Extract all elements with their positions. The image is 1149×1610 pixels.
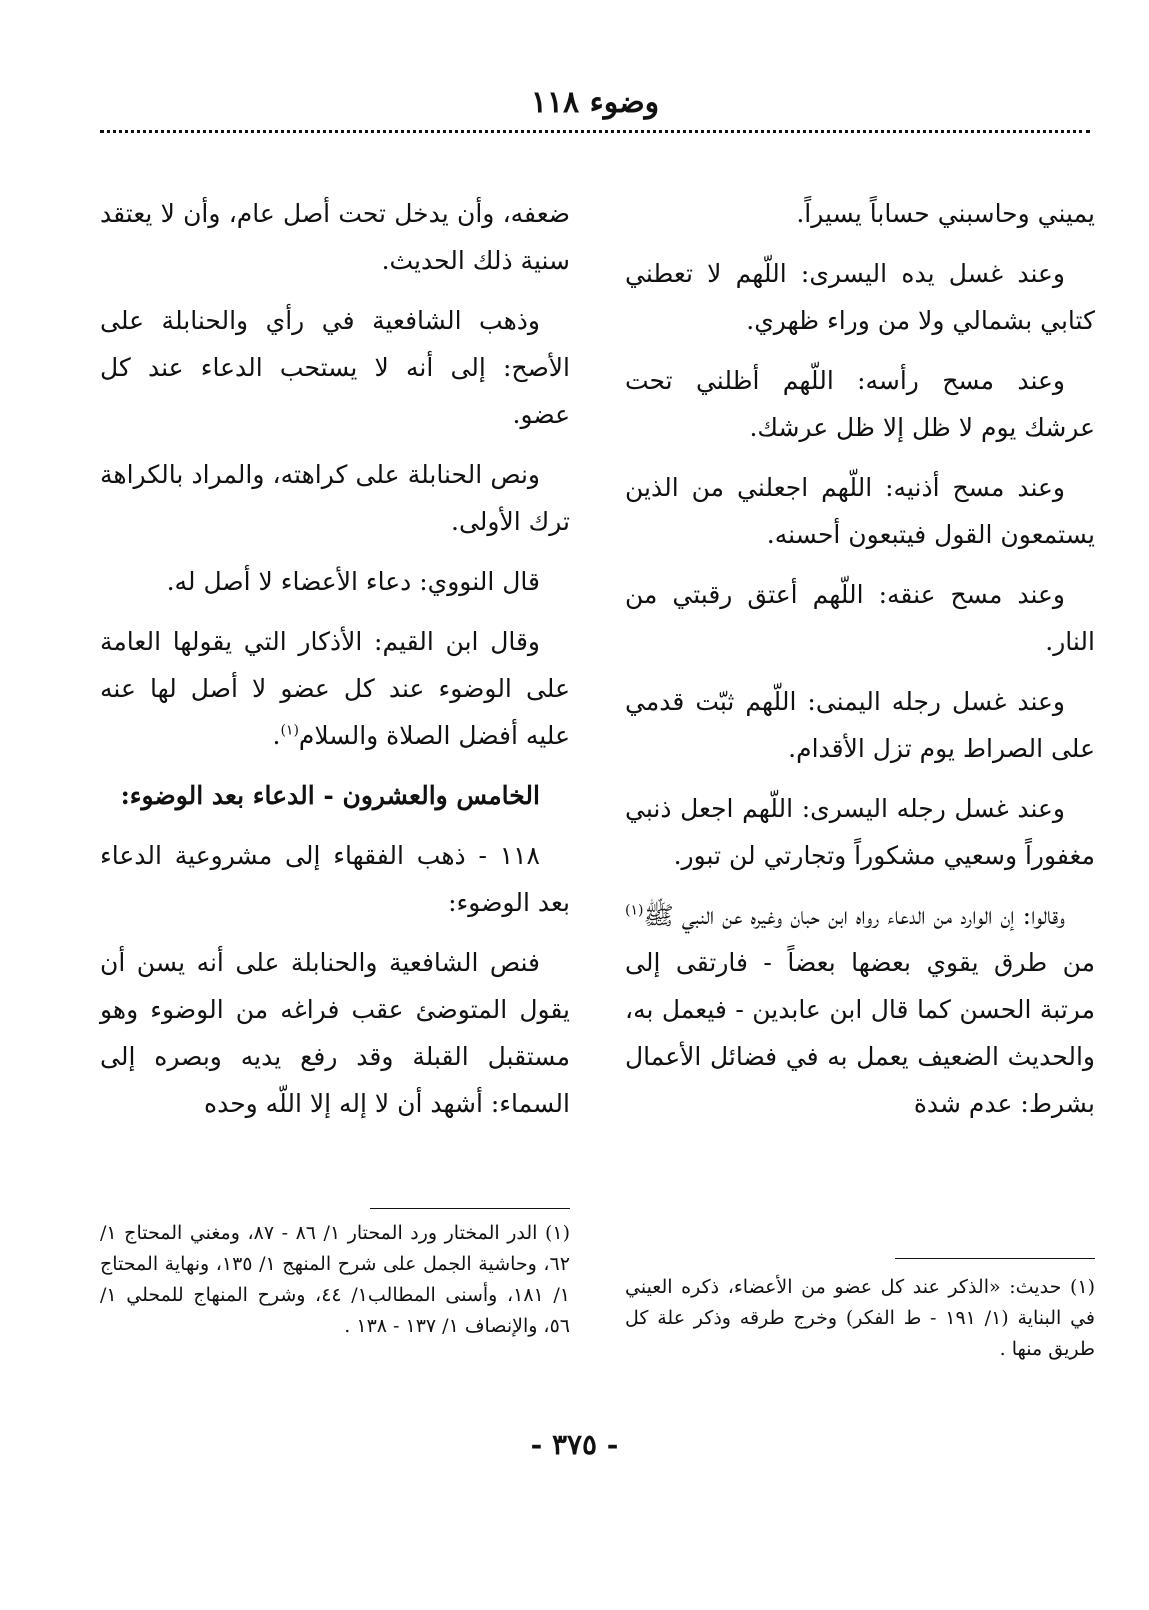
footnote-left: [100, 1218, 570, 1342]
footnote-separator: [370, 1208, 570, 1209]
paragraph-text: من طرق يقوي بعضها بعضاً - فارتقى إلى مرتبة الحسن كما قال ابن عابدين - فيعمل به، والحديث الضعيف يعمل به في فضائل الأعمال بشرط: عدم شدة: [625, 948, 1095, 1118]
paragraph: وذهب الشافعية في رأي والحنابلة على الأصح: إلى أنه لا يستحب الدعاء عند كل عضو.: [100, 306, 570, 429]
paragraph: وعند غسل يده اليسرى: اللّهم لا تعطني كتابي بشمالي ولا من وراء ظهري.: [625, 259, 1095, 335]
footnote-right: [625, 1272, 1095, 1365]
left-column: [100, 190, 570, 1140]
paragraph: وعند مسح أذنيه: اللّهم اجعلني من الذين يستمعون القول فيتبعون أحسنه.: [625, 473, 1095, 549]
page-number: - ٣٧٥ -: [530, 1428, 619, 1461]
paragraph-with-footnote: [625, 892, 1095, 1127]
paragraph-text: وقال ابن القيم: الأذكار التي يقولها العامة على الوضوء عند كل عضو لا أصل لها عنه عليه أفضل الصلاة والسلام: [100, 627, 570, 750]
paragraph-text: .: [272, 721, 281, 750]
footnote-separator: [895, 1258, 1095, 1259]
paragraph-with-footnote: [100, 618, 570, 759]
footnote-marker[interactable]: (١): [625, 902, 644, 919]
paragraph: يميني وحاسبني حساباً يسيراً.: [796, 199, 1095, 228]
footnote-text: (١) حديث: «الذكر عند كل عضو من الأعضاء، ذكره العيني في البناية (١/ ١٩١ - ط الفكر) وخرج طرقه وذكر علة كل طريق منها .: [625, 1276, 1095, 1360]
footnote-text: (١) الدر المختار ورد المحتار ١/ ٨٦ - ٨٧، ومغني المحتاج ١/ ٦٢، وحاشية الجمل على شرح المنهج ١/ ١٣٥، ونهاية المحتاج ١/ ١٨١، وأسنى المطالب١/ ٤٤، وشرح المنهاج للمحلي ١/ ٥٦، والإنصاف ١/ ١٣٧ - ١٣٨ .: [100, 1222, 571, 1337]
paragraph: قال النووي: دعاء الأعضاء لا أصل له.: [166, 567, 540, 596]
header-dotted-rule: [100, 130, 1090, 133]
paragraph: ونص الحنابلة على كراهته، والمراد بالكراهة ترك الأولى.: [100, 460, 570, 536]
paragraph: ضعفه، وأن يدخل تحت أصل عام، وأن لا يعتقد سنية ذلك الحديث.: [100, 199, 570, 275]
paragraph: وعند غسل رجله اليمنى: اللّهم ثبّت قدمي على الصراط يوم تزل الأقدام.: [625, 687, 1095, 763]
paragraph: وعند مسح رأسه: اللّهم أظلني تحت عرشك يوم لا ظل إلا ظل عرشك.: [625, 366, 1095, 442]
paragraph: وعند غسل رجله اليسرى: اللّهم اجعل ذنبي مغفوراً وسعيي مشكوراً وتجارتي لن تبور.: [625, 794, 1095, 870]
paragraph: ١١٨ - ذهب الفقهاء إلى مشروعية الدعاء بعد الوضوء:: [100, 841, 570, 917]
section-heading: الخامس والعشرون - الدعاء بعد الوضوء:: [120, 781, 540, 810]
paragraph-text: وقالوا: إن الوارد من الدعاء رواه ابن حبان وغيره عن النبي ﷺ: [643, 901, 1065, 930]
paragraph: وعند مسح عنقه: اللّهم أعتق رقبتي من النار.: [625, 580, 1095, 656]
footnote-marker[interactable]: (١): [280, 722, 299, 739]
right-column: [625, 190, 1095, 1140]
paragraph: فنص الشافعية والحنابلة على أنه يسن أن يقول المتوضئ عقب فراغه من الوضوء وهو مستقبل القبلة وقد رفع يديه وبصره إلى السماء: أشهد أن لا إله إلا اللّه وحده: [100, 948, 570, 1118]
page-title: وضوء ١١٨: [530, 85, 660, 120]
page-header: [100, 78, 1090, 128]
